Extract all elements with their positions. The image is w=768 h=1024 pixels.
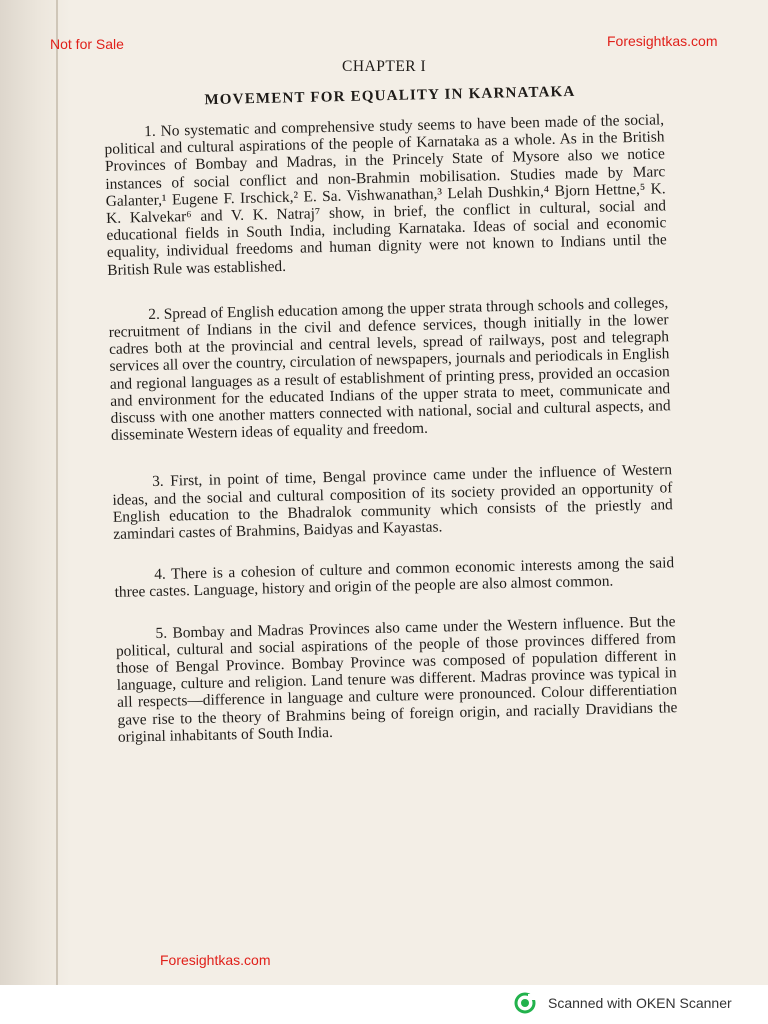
site-watermark-bottom: Foresightkas.com bbox=[160, 952, 271, 968]
paragraph-1: 1. No systematic and comprehensive study seems to have been made of the social, political and cultural aspirations of the people of Karnataka as a whole. As in the British Provinces of Bombay and Madras, in the Princely State of Mysore also we notice instances of social conflict and non-Brahmin mobilisation. Studies made by Marc Galanter,¹ Eugene F. Irschick,² E. Sa. Vishwanathan,³ Lelah Dushkin,⁴ Bjorn Hettne,⁵ K. K. Kalvekar⁶ and V. K. Natraj⁷ show, in brief, the conflict in cultural, social and educational fields in South India, including Karnataka. Ideas of social and economic equality, individual freedoms and human dignity were not known to Indians until the British Rule was established. bbox=[104, 111, 667, 279]
oken-scanner-logo-icon bbox=[514, 992, 536, 1014]
scanner-label: Scanned with OKEN Scanner bbox=[548, 995, 732, 1011]
scanner-badge bbox=[514, 991, 732, 1015]
chapter-label: CHAPTER I bbox=[342, 58, 427, 75]
page-edge-line bbox=[56, 0, 58, 985]
page-binding-shadow bbox=[0, 0, 70, 1024]
not-for-sale-watermark: Not for Sale bbox=[50, 36, 124, 52]
paragraph-4: 4. There is a cohesion of culture and common economic interests among the said three castes. Language, history and origin of the people are also almost common. bbox=[114, 554, 675, 602]
paragraph-5: 5. Bombay and Madras Provinces also came under the Western influence. But the political, cultural and social aspirations of the people of those provinces differed from those of Bengal Province. Bombay Province was composed of population different in language, culture and religion. Land tenure was different. Madras province was typical in all respects—difference in language and culture were pronounced. Colour differentiation gave rise to the theory of Brahmins being of foreign origin, and racially Dravidians the original inhabitants of South India. bbox=[115, 612, 678, 746]
paragraph-3: 3. First, in point of time, Bengal province came under the influence of Western ideas, and the social and cultural composition of its society provided an opportunity of English education to the Bhadralok community which consists of the priestly and zamindari castes of Brahmins, Baidyas and Kayastas. bbox=[112, 461, 673, 543]
chapter-title: MOVEMENT FOR EQUALITY IN KARNATAKA bbox=[204, 83, 576, 109]
chapter-body bbox=[104, 111, 679, 770]
paragraph-2: 2. Spread of English education among the upper strata through schools and colleges, recruitment of Indians in the civil and defence services, though initially in the lower cadres both at the provincial and central levels, spread of railways, post and telegraph services all over the country, circulation of newspapers, journals and periodicals in English and regional languages as a result of establishment of printing press, provided an occasion and environment for the educated Indians of the upper strata to meet, communicate and discuss with one another matters connected with national, social and cultural aspects, and disseminate Western ideas of equality and freedom. bbox=[108, 294, 671, 445]
site-watermark-top: Foresightkas.com bbox=[607, 33, 718, 49]
